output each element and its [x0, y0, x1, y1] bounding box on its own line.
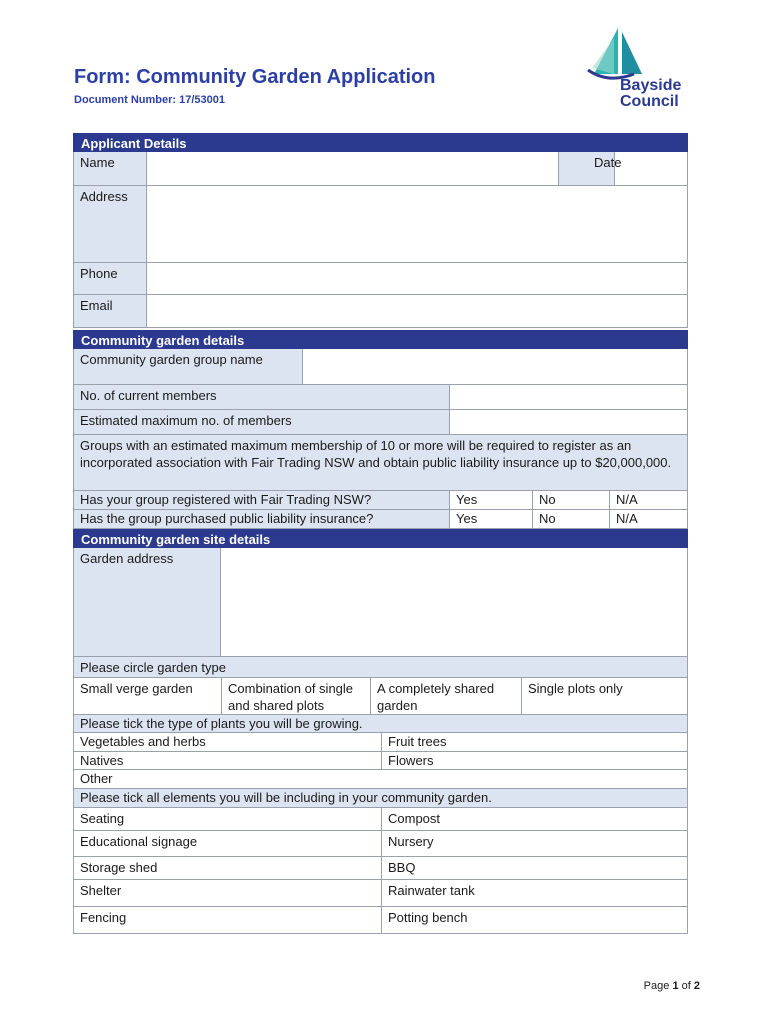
max-members-row	[73, 410, 688, 435]
group-name-label: Community garden group name	[74, 349, 302, 384]
max-members-label: Estimated maximum no. of members	[74, 410, 449, 434]
elements-row-3	[73, 857, 688, 880]
application-form	[73, 133, 688, 934]
insurance-na[interactable]: N/A	[609, 510, 687, 528]
garden-type-single-plots[interactable]: Single plots only	[521, 678, 687, 714]
logo-text-line2: Council	[620, 93, 679, 110]
garden-address-input[interactable]	[220, 548, 687, 656]
element-potting-bench[interactable]: Potting bench	[381, 907, 687, 933]
garden-type-combination[interactable]: Combination of single and shared plots	[221, 678, 370, 714]
max-members-input[interactable]	[449, 410, 687, 434]
of-word: of	[681, 980, 691, 992]
date-input[interactable]	[614, 152, 687, 185]
phone-input[interactable]	[146, 263, 687, 294]
phone-label: Phone	[74, 263, 146, 294]
garden-type-shared[interactable]: A completely shared garden	[370, 678, 521, 714]
logo-text-line1: Bayside	[620, 77, 682, 94]
elements-row-2	[73, 831, 688, 857]
garden-address-label: Garden address	[74, 548, 220, 656]
element-seating[interactable]: Seating	[80, 811, 125, 826]
group-name-input[interactable]	[302, 349, 687, 384]
element-educational-signage[interactable]: Educational signage	[80, 834, 198, 849]
plant-flowers[interactable]: Flowers	[381, 752, 687, 769]
address-input[interactable]	[146, 186, 687, 262]
current-members-label: No. of current members	[74, 385, 449, 409]
group-name-row	[73, 349, 688, 385]
plant-fruit-trees[interactable]: Fruit trees	[381, 733, 687, 751]
elements-row-1	[73, 808, 688, 831]
fair-trading-no[interactable]: No	[532, 491, 609, 509]
bayside-council-logo	[584, 26, 694, 110]
section-applicant-details: Applicant Details	[73, 133, 688, 152]
fair-trading-yes[interactable]: Yes	[449, 491, 532, 509]
plant-vegetables-herbs[interactable]: Vegetables and herbs	[80, 734, 206, 749]
element-storage-shed[interactable]: Storage shed	[80, 860, 158, 875]
garden-type-prompt: Please circle garden type	[73, 657, 688, 678]
insurance-no[interactable]: No	[532, 510, 609, 528]
phone-row	[73, 263, 688, 295]
insurance-yes[interactable]: Yes	[449, 510, 532, 528]
form-title: Form: Community Garden Application	[74, 66, 436, 88]
membership-notice: Groups with an estimated maximum membership of 10 or more will be required to register as an incorporated association with Fair Trading NSW and obtain public liability insurance up to $20,000,000.	[73, 435, 688, 491]
name-input[interactable]	[146, 152, 558, 185]
element-rainwater-tank[interactable]: Rainwater tank	[381, 880, 687, 906]
garden-type-small-verge[interactable]: Small verge garden	[80, 681, 193, 696]
fair-trading-na[interactable]: N/A	[609, 491, 687, 509]
date-label: Date	[558, 152, 614, 185]
address-label: Address	[74, 186, 146, 262]
fair-trading-question: Has your group registered with Fair Trading NSW?	[74, 491, 449, 509]
page-word: Page	[643, 980, 670, 992]
plants-prompt: Please tick the type of plants you will be growing.	[73, 715, 688, 733]
fair-trading-row	[73, 491, 688, 510]
element-compost[interactable]: Compost	[381, 808, 687, 830]
elements-prompt: Please tick all elements you will be including in your community garden.	[73, 789, 688, 808]
garden-address-row	[73, 548, 688, 657]
element-bbq[interactable]: BBQ	[381, 857, 687, 879]
element-fencing[interactable]: Fencing	[80, 910, 127, 925]
element-nursery[interactable]: Nursery	[381, 831, 687, 856]
element-shelter[interactable]: Shelter	[80, 883, 122, 898]
page-total: 2	[693, 980, 700, 992]
current-members-row	[73, 385, 688, 410]
section-community-garden-details: Community garden details	[73, 330, 688, 349]
insurance-row	[73, 510, 688, 529]
garden-type-row	[73, 678, 688, 715]
plants-row-2	[73, 752, 688, 770]
email-label: Email	[74, 295, 146, 327]
email-row	[73, 295, 688, 328]
plant-other[interactable]: Other	[73, 770, 688, 789]
address-row	[73, 186, 688, 263]
name-row	[73, 152, 688, 186]
current-members-input[interactable]	[449, 385, 687, 409]
plant-natives[interactable]: Natives	[80, 753, 124, 768]
page-footer	[644, 980, 700, 992]
name-label: Name	[74, 152, 146, 185]
elements-row-4	[73, 880, 688, 907]
email-input[interactable]	[146, 295, 687, 327]
document-number: Document Number: 17/53001	[74, 94, 225, 106]
plants-row-1	[73, 733, 688, 752]
elements-row-5	[73, 907, 688, 934]
section-site-details: Community garden site details	[73, 529, 688, 548]
page-number: 1	[672, 980, 679, 992]
insurance-question: Has the group purchased public liability insurance?	[74, 510, 449, 528]
